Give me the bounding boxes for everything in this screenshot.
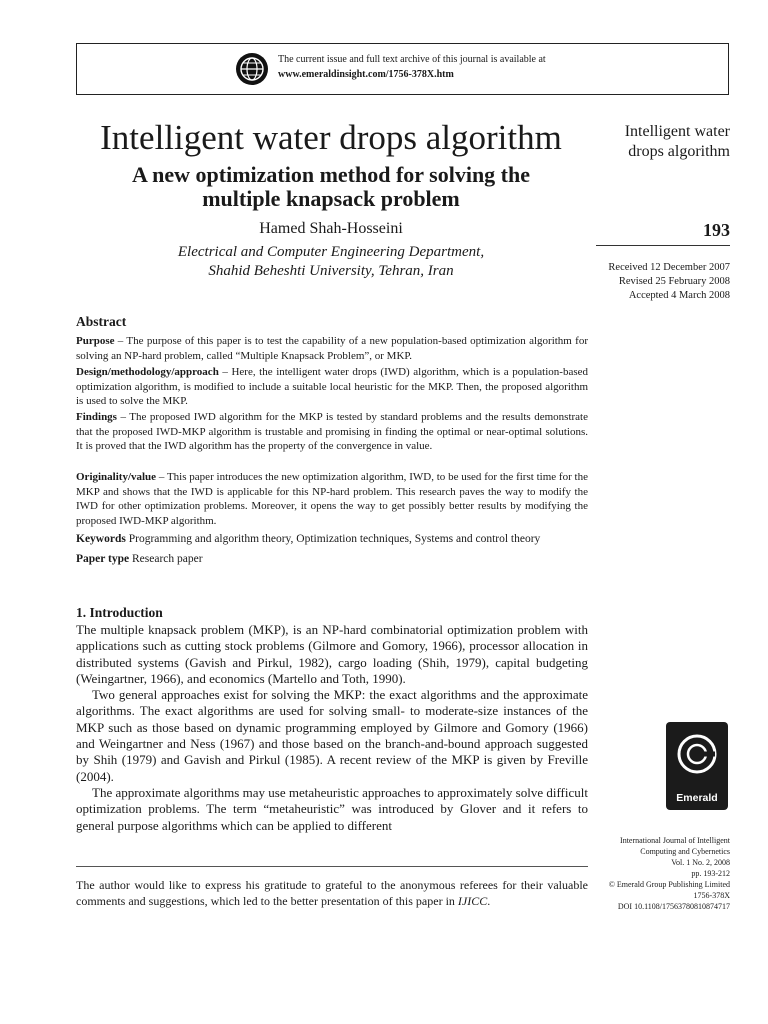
originality-label: Originality/value xyxy=(76,471,157,483)
journal-header-box xyxy=(76,43,729,95)
footnote-divider xyxy=(76,866,588,867)
abstract-paper-type xyxy=(76,552,588,567)
design-label: Design/methodology/approach xyxy=(76,366,219,378)
accepted-date: Accepted 4 March 2008 xyxy=(628,290,730,301)
intro-paragraph-2: Two general approaches exist for solving the MKP: the exact algorithms and the approximate algorithms. The exact algorithms are used for solving small- to moderate-size instances of the MKP such as those based on dynamic programming employed by Gilmore and Gomory (1966) and Weingartner and Ness (1967) and those based on the branch-and-bound approach suggested by Shih (1979) and Gavish and Pirkul (1985). A recent review of the MKP is given by Freville (2004). xyxy=(76,687,588,784)
introduction-heading: 1. Introduction xyxy=(76,605,163,620)
paper-subtitle: A new optimization method for solving the multiple knapsack problem xyxy=(131,162,531,211)
acknowledgement-footnote xyxy=(76,877,588,909)
running-title-line1: Intelligent water xyxy=(624,123,730,140)
emerald-globe-icon xyxy=(235,52,269,86)
journal-info-line6: 1756-378X xyxy=(693,891,730,900)
journal-info-line3: Vol. 1 No. 2, 2008 xyxy=(671,858,730,867)
purpose-text: – The purpose of this paper is to test the capability of a new population-based optimization algorithm for solving an NP-hard problem, called “Multiple Knapsack Problem”, or MKP. xyxy=(76,335,588,362)
page-number: 193 xyxy=(703,220,730,240)
emerald-e-icon xyxy=(676,730,718,778)
paper-title: Intelligent water drops algorithm xyxy=(100,118,562,157)
originality-text: – This paper introduces the new optimization algorithm, IWD, to be used for the first time for the MKP and shows that the IWD is applicable for this NP-hard problem. This research paves the way to modify the IWD for other optimization problems. Moreover, it opens the way to get possibly better results by modifying the proposed IWD-MKP algorithm. xyxy=(76,471,588,527)
abstract-purpose xyxy=(76,334,588,363)
findings-text: – The proposed IWD algorithm for the MKP is tested by standard problems and the results demonstrate that the proposed IWD-MKP algorithm is trustable and promising in finding the optimal or near-optimal solutions. It is proved that the IWD algorithm has the property of the convergence in value. xyxy=(76,411,588,453)
introduction-body xyxy=(76,622,588,834)
keywords-text: Programming and algorithm theory, Optimization techniques, Systems and control theory xyxy=(125,533,541,545)
journal-info-line1: International Journal of Intelligent xyxy=(620,836,730,845)
footnote-journal-abbrev: IJICC xyxy=(457,894,488,908)
emerald-cover-label: Emerald xyxy=(676,792,718,804)
design-text: – Here, the intelligent water drops (IWD) algorithm, which is a population-based optimization algorithm, is modified to include a suitable local heuristic for the MKP. Then, the proposed algorithm is used to solve the MKP. xyxy=(76,366,588,408)
header-url-link[interactable]: www.emeraldinsight.com/1756-378X.htm xyxy=(278,69,454,80)
journal-info-line4: pp. 193-212 xyxy=(691,869,730,878)
abstract-heading: Abstract xyxy=(76,314,127,329)
footnote-text: The author would like to express his gratitude to grateful to the anonymous referees for their valuable comments and suggestions, which led to the better presentation of this paper in xyxy=(76,878,588,908)
abstract-originality xyxy=(76,470,588,528)
header-archive-text: The current issue and full text archive of this journal is available at xyxy=(278,54,546,65)
paper-type-text: Research paper xyxy=(129,553,203,565)
keywords-label: Keywords xyxy=(76,533,126,545)
abstract-findings xyxy=(76,410,588,454)
abstract-design xyxy=(76,365,588,409)
journal-info-line7: DOI 10.1108/17563780810874717 xyxy=(617,902,730,911)
intro-paragraph-1: The multiple knapsack problem (MKP), is an NP-hard combinatorial optimization problem with applications such as cutting stock problems (Gilmore and Gomory, 1966), processor allocation in distributed systems (Gavish and Pirkul, 1982), cargo loading (Shih, 1979), capital budgeting (Weingartner, 1966), and economics (Martello and Toth, 1990). xyxy=(76,622,588,686)
paper-type-label: Paper type xyxy=(76,553,130,565)
author-name: Hamed Shah-Hosseini xyxy=(259,220,403,237)
margin-divider xyxy=(596,245,730,246)
intro-paragraph-3: The approximate algorithms may use metaheuristic approaches to approximately solve difficult optimization problems. The term “metaheuristic” was introduced by Glover and it refers to general purpose algorithms which can be applied to different xyxy=(76,784,588,833)
author-affiliation-line2: Shahid Beheshti University, Tehran, Iran xyxy=(208,263,454,279)
footnote-end: . xyxy=(487,894,491,908)
received-date: Received 12 December 2007 xyxy=(608,262,730,273)
running-title-line2: drops algorithm xyxy=(628,143,730,160)
revised-date: Revised 25 February 2008 xyxy=(618,276,730,287)
abstract-keywords xyxy=(76,532,588,547)
author-affiliation-line1: Electrical and Computer Engineering Department, xyxy=(177,244,485,260)
journal-info-line5: © Emerald Group Publishing Limited xyxy=(608,880,730,889)
purpose-label: Purpose xyxy=(76,335,115,347)
running-title xyxy=(595,122,730,162)
emerald-cover-logo xyxy=(666,722,728,810)
journal-info-line2: Computing and Cybernetics xyxy=(640,847,730,856)
findings-label: Findings xyxy=(76,411,117,423)
